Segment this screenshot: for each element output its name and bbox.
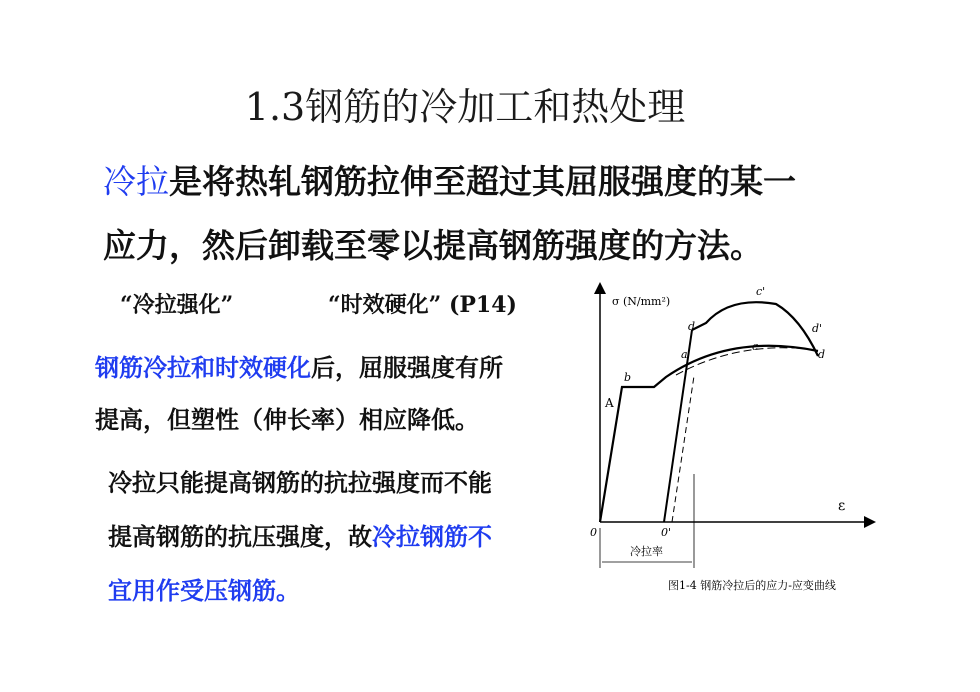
note-line-3: 宜用作受压钢筋。 (108, 576, 300, 605)
effect-line-1 (95, 342, 585, 394)
cold-drawing-rate-label: 冷拉率 (630, 545, 663, 558)
term-cold-strengthening: “冷拉强化” (120, 292, 234, 318)
cold-drawing-term: 冷拉 (103, 162, 169, 201)
note-paragraph (108, 456, 578, 618)
point-label-A: A (605, 396, 614, 410)
definition-text-1: 是将热轧钢筋拉伸至超过其屈服强度的某一 (169, 162, 796, 201)
point-label-d: d (688, 320, 696, 333)
effect-paragraph (95, 342, 585, 446)
unloading-line (664, 330, 692, 522)
origin-prime-label: 0' (661, 526, 672, 539)
point-label-b: b (624, 371, 632, 384)
note-text-2: 提高钢筋的抗压强度，故 (108, 522, 372, 551)
note-line-1: 冷拉只能提高钢筋的抗拉强度而不能 (108, 468, 492, 497)
effect-text-1: 后，屈服强度有所 (311, 353, 503, 382)
page-title: 1.3钢筋的冷加工和热处理 (244, 85, 686, 129)
point-label-c: c (752, 340, 759, 353)
term-age-hardening: “时效硬化” (P14) (328, 292, 517, 318)
stress-strain-diagram (580, 278, 880, 598)
effect-highlight: 钢筋冷拉和时效硬化 (95, 353, 311, 382)
note-line-2 (108, 510, 578, 564)
x-axis-label: ε (838, 498, 846, 514)
dashed-curve (676, 348, 816, 375)
y-axis-label: σ (N/mm²) (612, 295, 671, 308)
point-label-c-prime: c' (756, 285, 766, 298)
origin-label: 0 (590, 526, 597, 539)
effect-line-2: 提高，但塑性（伸长率）相应降低。 (95, 405, 479, 434)
definition-line-1 (103, 150, 883, 214)
original-curve (600, 346, 818, 522)
point-label-d-prime: d' (812, 322, 823, 335)
figure-caption: 图1-4 钢筋冷拉后的应力-应变曲线 (668, 579, 836, 592)
definition-line-2: 应力，然后卸载至零以提高钢筋强度的方法。 (103, 226, 763, 265)
point-label-d-end: d (818, 348, 826, 361)
note-highlight-2: 冷拉钢筋不 (372, 522, 492, 551)
point-label-a: a (681, 348, 688, 361)
